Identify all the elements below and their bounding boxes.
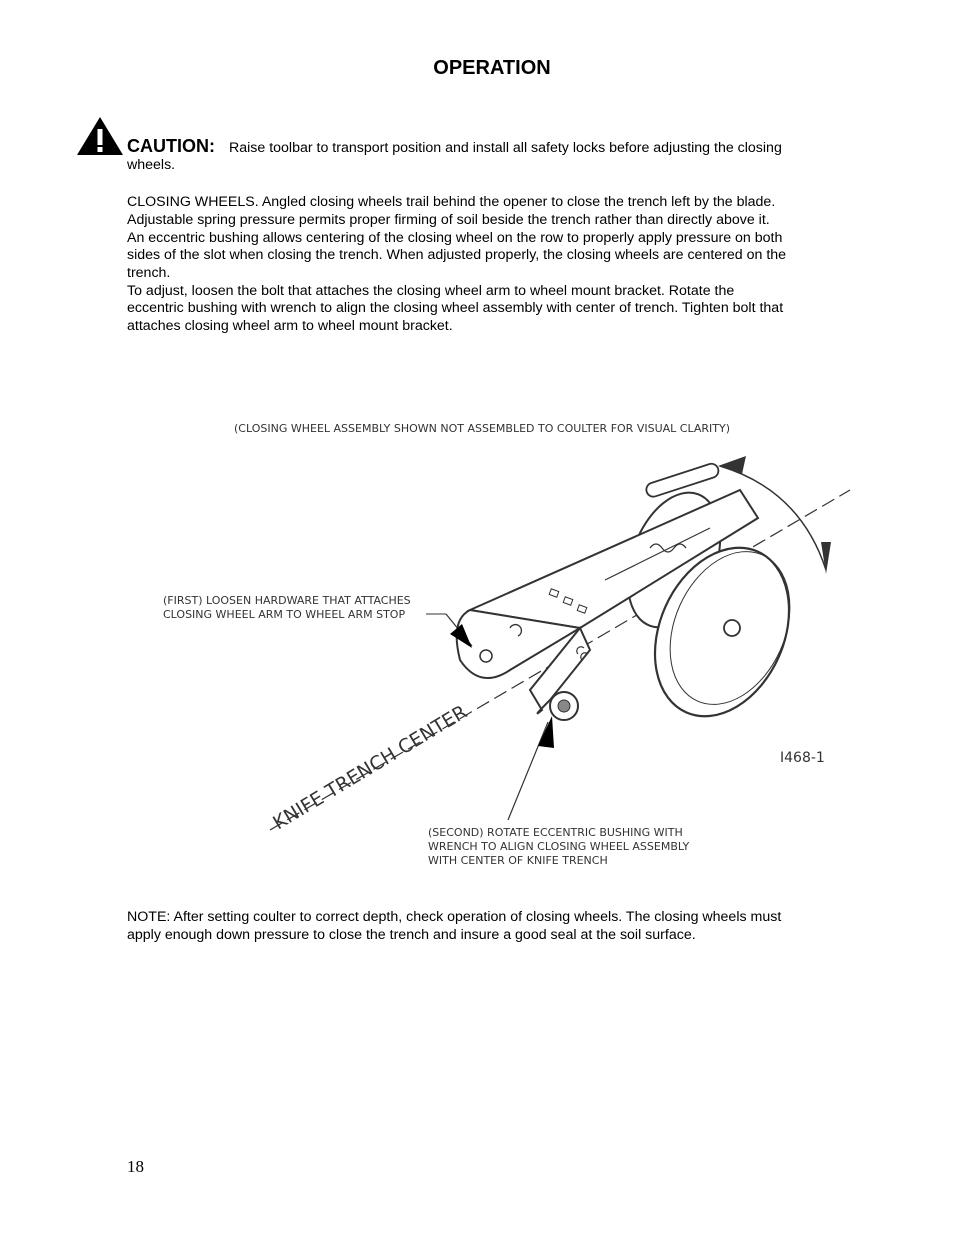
page-number: 18 — [127, 1157, 144, 1176]
callout-first-line1: (FIRST) LOOSEN HARDWARE THAT ATTACHES — [163, 594, 411, 607]
rotation-arrowhead-bottom — [821, 542, 831, 574]
closing-wheels-line: Adjustable spring pressure permits proper firming of soil beside the trench rather than directly above it. — [127, 212, 770, 228]
caution-text-continued: wheels. — [127, 157, 176, 173]
closing-wheels-line: CLOSING WHEELS. Angled closing wheels trail behind the opener to close the trench left by the blade. — [127, 194, 776, 210]
closing-wheels-line: To adjust, loosen the bolt that attaches the closing wheel arm to wheel mount bracket. Rotate the — [127, 283, 735, 299]
closing-wheels-line: eccentric bushing with wrench to align the closing wheel assembly with center of trench. Tighten bolt that — [127, 300, 784, 316]
caution-text: Raise toolbar to transport position and install all safety locks before adjusting the closing — [229, 140, 782, 156]
closing-wheels-line: trench. — [127, 265, 171, 281]
closing-wheels-line: sides of the slot when closing the trench. When adjusted properly, the closing wheels are centered on the — [127, 247, 787, 263]
callout-second-line3: WITH CENTER OF KNIFE TRENCH — [428, 854, 608, 867]
warning-triangle-icon — [76, 116, 124, 156]
note-line: NOTE: After setting coulter to correct depth, check operation of closing wheels. The closing wheels must — [127, 909, 782, 925]
wheel-hub — [724, 620, 740, 636]
rotation-arrowhead-top — [718, 456, 746, 474]
closing-wheels-line: An eccentric bushing allows centering of the closing wheel on the row to properly apply pressure on both — [127, 230, 783, 246]
eccentric-bushing-nut — [558, 700, 570, 712]
closing-wheels-line: attaches closing wheel arm to wheel mount bracket. — [127, 318, 453, 334]
callout-second-line2: WRENCH TO ALIGN CLOSING WHEEL ASSEMBLY — [428, 840, 690, 853]
callout-first-line2: CLOSING WHEEL ARM TO WHEEL ARM STOP — [163, 608, 406, 621]
callout-second-pointer — [508, 722, 548, 820]
note-line: apply enough down pressure to close the trench and insure a good seal at the soil surface. — [127, 927, 696, 943]
callout-second-line1: (SECOND) ROTATE ECCENTRIC BUSHING WITH — [428, 826, 683, 839]
caution-label: CAUTION: — [127, 136, 215, 156]
figure-id: I468-1 — [780, 750, 825, 766]
callout-second-arrowhead — [538, 716, 554, 748]
page-title: OPERATION — [433, 57, 551, 79]
trench-label: KNIFE TRENCH CENTER — [269, 701, 472, 835]
figure-caption: (CLOSING WHEEL ASSEMBLY SHOWN NOT ASSEMBLED TO COULTER FOR VISUAL CLARITY) — [234, 422, 730, 435]
closing-wheel-diagram — [150, 410, 870, 880]
